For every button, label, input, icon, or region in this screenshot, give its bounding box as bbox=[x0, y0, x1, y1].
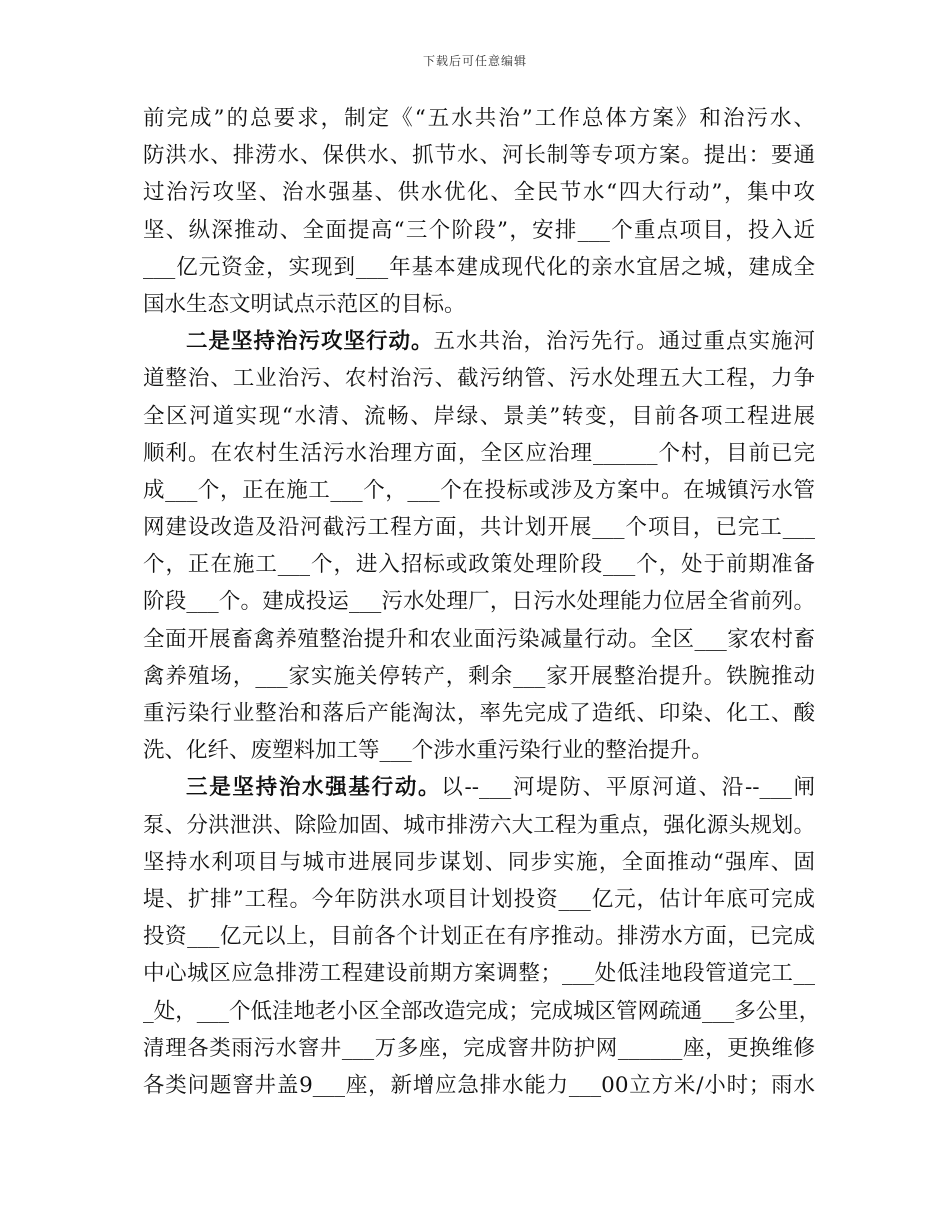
text-line: ___亿元资金，实现到___年基本建成现代化的亲水宜居之城，建成全 bbox=[143, 254, 815, 280]
text-line: _处，___个低洼地老小区全部改造完成；完成城区管网疏通___多公里， bbox=[143, 998, 821, 1024]
text-line: 过治污攻坚、治水强基、供水优化、全民节水“四大行动”，集中攻 bbox=[143, 180, 815, 206]
text-line: 个，正在施工___个，进入招标或政策处理阶段___个，处于前期准备 bbox=[143, 552, 815, 578]
text-line: 阶段___个。建成投运___污水处理厂，日污水处理能力位居全省前列。 bbox=[143, 589, 815, 615]
text-line: 坚持水利项目与城市进展同步谋划、同步实施，全面推动“强库、固 bbox=[143, 849, 815, 875]
section-2-heading: 二是坚持治污攻坚行动。 bbox=[186, 329, 434, 355]
text-line: 堤、扩排”工程。今年防洪水项目计划投资___亿元，估计年底可完成 bbox=[143, 886, 815, 912]
text-line: 重污染行业整治和落后产能淘汰，率先完成了造纸、印染、化工、酸 bbox=[143, 701, 815, 726]
text-line: 各类问题窨井盖9___座，新增应急排水能力___00立方米/小时；雨水 bbox=[143, 1072, 815, 1098]
document-body bbox=[143, 100, 821, 1104]
text-line: 禽养殖场，___家实施关停转产，剩余___家开展整治提升。铁腕推动 bbox=[143, 663, 815, 689]
text-line: 前完成”的总要求，制定《“五水共治”工作总体方案》和治污水、 bbox=[143, 106, 815, 131]
text-line: 清理各类雨污水窨井___万多座，完成窨井防护网______座，更换维修 bbox=[143, 1035, 815, 1061]
text-line: 泵、分洪泄洪、除险加固、城市排涝六大工程为重点，强化源头规划。 bbox=[143, 812, 815, 838]
text-span: 五水共治，治污先行。通过重点实施河 bbox=[433, 329, 815, 355]
text-line: 全面开展畜禽养殖整治提升和农业面污染减量行动。全区___家农村畜 bbox=[143, 626, 815, 652]
text-span: 以--___河堤防、平原河道、沿--___闸 bbox=[441, 775, 815, 801]
text-line: 防洪水、排涝水、保供水、抓节水、河长制等专项方案。提出：要通 bbox=[143, 143, 815, 169]
text-line: 中心城区应急排涝工程建设前期方案调整；___处低洼地段管道完工__ bbox=[143, 961, 815, 987]
text-line: 国水生态文明试点示范区的目标。 bbox=[143, 291, 466, 317]
page-header: 下载后可任意编辑 bbox=[422, 54, 527, 68]
text-line: 道整治、工业治污、农村治污、截污纳管、污水处理五大工程，力争 bbox=[143, 366, 815, 392]
text-line: 投资___亿元以上，目前各个计划正在有序推动。排涝水方面，已完成 bbox=[143, 924, 815, 950]
section-2-first-line bbox=[143, 323, 815, 360]
text-line: 顺利。在农村生活污水治理方面，全区应治理______个村，目前已完 bbox=[143, 440, 815, 466]
section-3-heading: 三是坚持治水强基行动。 bbox=[186, 775, 442, 801]
text-line: 全区河道实现“水清、流畅、岸绿、景美”转变，目前各项工程进展 bbox=[143, 403, 815, 429]
section-3-first-line bbox=[143, 769, 815, 806]
text-line: 成___个，正在施工___个，___个在投标或涉及方案中。在城镇污水管 bbox=[143, 477, 815, 503]
text-line: 坚、纵深推动、全面提高“三个阶段”，安排___个重点项目，投入近 bbox=[143, 217, 815, 243]
text-line: 网建设改造及沿河截污工程方面，共计划开展___个项目，已完工___ bbox=[143, 515, 815, 541]
text-line: 洗、化纤、废塑料加工等___个涉水重污染行业的整治提升。 bbox=[143, 738, 713, 764]
